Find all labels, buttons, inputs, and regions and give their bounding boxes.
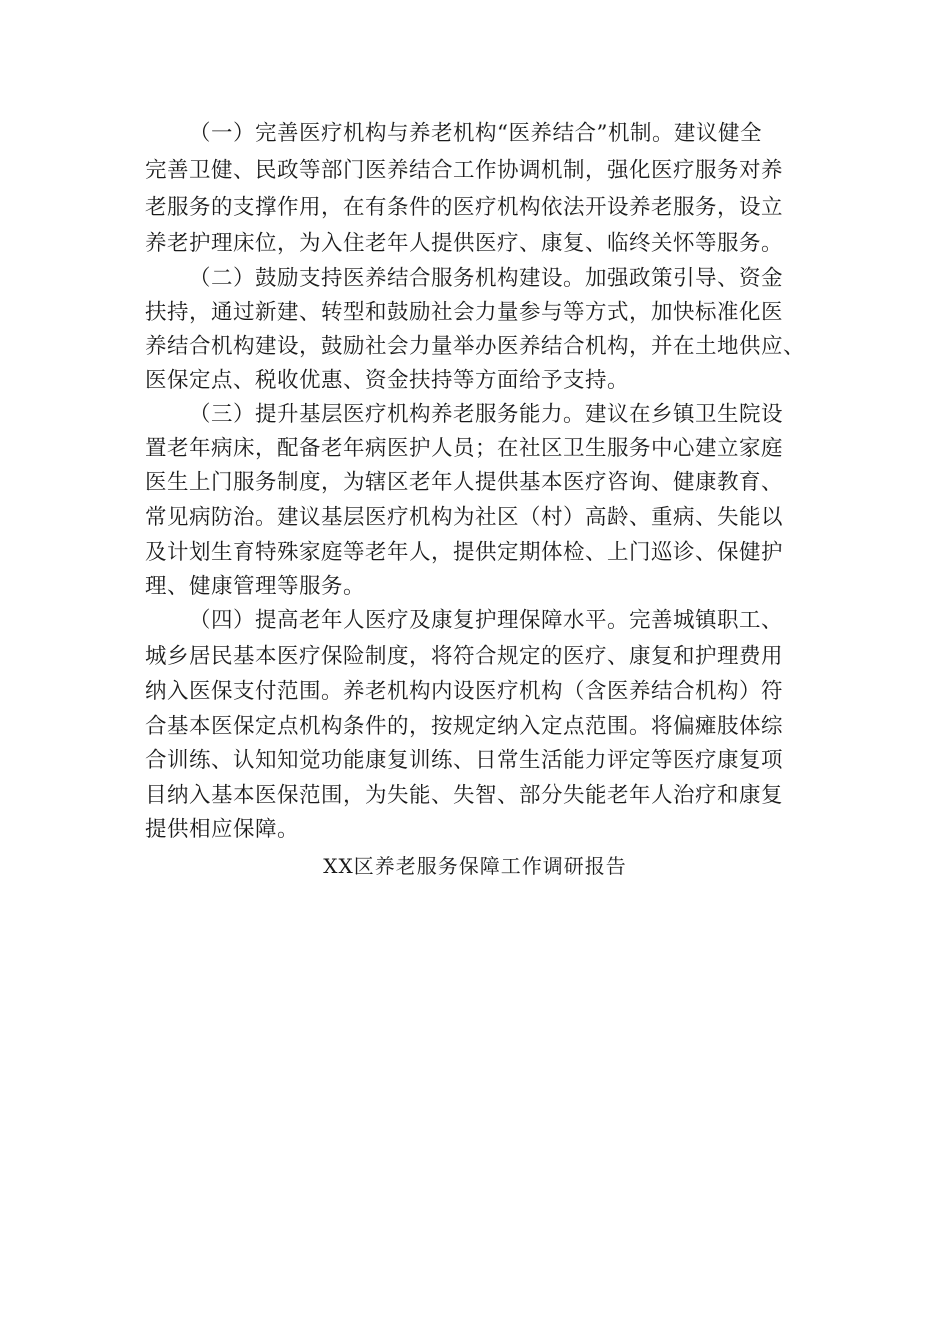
paragraph-4-line-1: （四）提高老年人医疗及康复护理保障水平。完善城镇职工、	[189, 608, 784, 633]
paragraph-3-line-5: 及计划生育特殊家庭等老年人，提供定期体检、上门巡诊、保健护	[145, 540, 784, 565]
paragraph-4-line-2: 城乡居民基本医疗保险制度，将符合规定的医疗、康复和护理费用	[145, 644, 784, 669]
paragraph-2-line-4: 医保定点、税收优惠、资金扶持等方面给予支持。	[145, 368, 630, 393]
paragraph-3-line-1: （三）提升基层医疗机构养老服务能力。建议在乡镇卫生院设	[189, 402, 784, 427]
paragraph-3-line-2: 置老年病床，配备老年病医护人员；在社区卫生服务中心建立家庭	[145, 436, 784, 461]
paragraph-2-line-2: 扶持，通过新建、转型和鼓励社会力量参与等方式，加快标准化医	[145, 300, 784, 325]
paragraph-1-line-2: 完善卫健、民政等部门医养结合工作协调机制，强化医疗服务对养	[145, 158, 784, 183]
paragraph-3-line-4: 常见病防治。建议基层医疗机构为社区（村）高龄、重病、失能以	[145, 505, 784, 530]
paragraph-4-line-3: 纳入医保支付范围。养老机构内设医疗机构（含医养结合机构）符	[145, 679, 784, 704]
paragraph-2-line-3: 养结合机构建设，鼓励社会力量举办医养结合机构，并在土地供应、	[145, 334, 806, 359]
paragraph-1-line-1: （一）完善医疗机构与养老机构“医养结合”机制。建议健全	[189, 121, 762, 146]
paragraph-4-line-6: 目纳入基本医保范围，为失能、失智、部分失能老年人治疗和康复	[145, 783, 784, 808]
paragraph-4-line-7: 提供相应保障。	[145, 817, 300, 842]
paragraph-2-line-1: （二）鼓励支持医养结合服务机构建设。加强政策引导、资金	[189, 266, 784, 291]
paragraph-3-line-6: 理、健康管理等服务。	[145, 574, 366, 599]
paragraph-4-line-4: 合基本医保定点机构条件的，按规定纳入定点范围。将偏瘫肢体综	[145, 714, 784, 739]
paragraph-3-line-3: 医生上门服务制度，为辖区老年人提供基本医疗咨询、健康教育、	[145, 470, 784, 495]
report-title: XX区养老服务保障工作调研报告	[323, 854, 627, 878]
paragraph-1-line-3: 老服务的支撑作用，在有条件的医疗机构依法开设养老服务，设立	[145, 195, 784, 220]
paragraph-4-line-5: 合训练、认知知觉功能康复训练、日常生活能力评定等医疗康复项	[145, 748, 784, 773]
paragraph-1-line-4: 养老护理床位，为入住老年人提供医疗、康复、临终关怀等服务。	[145, 231, 784, 256]
